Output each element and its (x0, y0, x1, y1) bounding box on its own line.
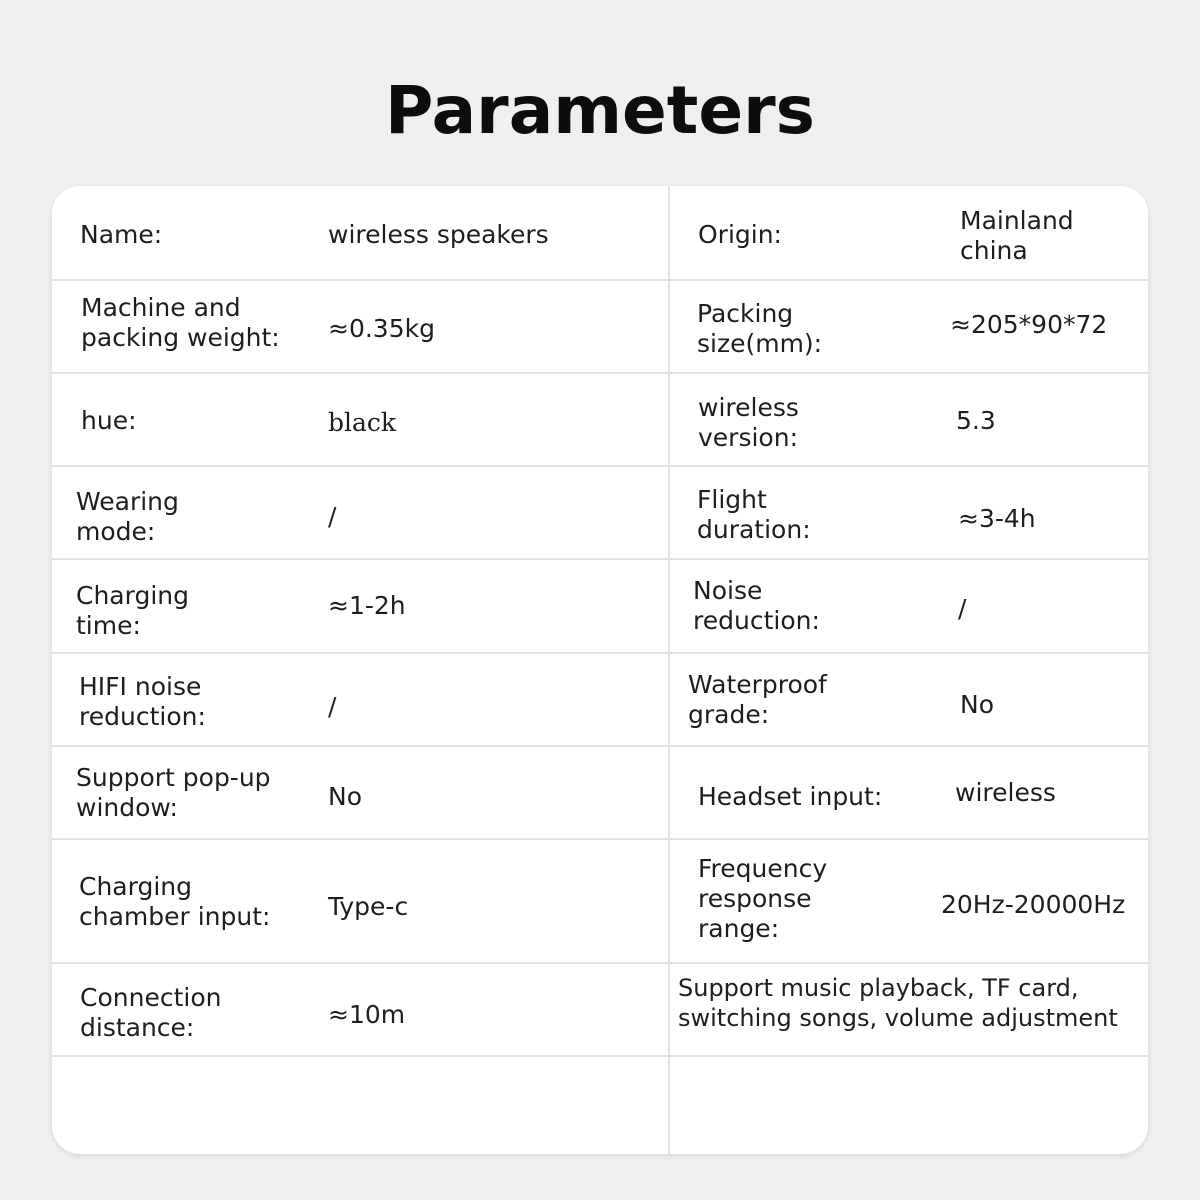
charging-time-value: ≈1-2h (328, 591, 406, 620)
waterproof-grade-value: No (960, 690, 994, 719)
row-divider (52, 558, 1148, 560)
row-divider (52, 962, 1148, 964)
hifi-noise-reduction-value: / (328, 692, 337, 721)
waterproof-grade-label: Waterproof grade: (688, 670, 827, 729)
features-note: Support music playback, TF card, switching songs, volume adjustment (678, 974, 1118, 1032)
weight-value: ≈0.35kg (328, 314, 435, 343)
headset-input-label: Headset input: (698, 782, 883, 811)
frequency-response-label: Frequency response range: (698, 854, 828, 943)
column-divider (668, 186, 670, 1154)
connection-distance-label: Connection distance: (80, 983, 222, 1042)
headset-input-value: wireless (955, 778, 1056, 807)
row-divider (52, 1055, 1148, 1057)
row-divider (52, 465, 1148, 467)
hue-value: black (328, 408, 397, 437)
origin-label: Origin: (698, 220, 782, 249)
packing-size-label: Packing size(mm): (697, 299, 823, 358)
packing-size-value: ≈205*90*72 (950, 310, 1108, 339)
name-label: Name: (80, 220, 163, 249)
flight-duration-label: Flight duration: (697, 485, 811, 544)
wireless-version-label: wireless version: (698, 393, 799, 452)
charging-chamber-input-label: Charging chamber input: (79, 872, 271, 931)
wearing-mode-label: Wearing mode: (76, 487, 179, 546)
row-divider (52, 372, 1148, 374)
connection-distance-value: ≈10m (328, 1000, 406, 1029)
charging-chamber-input-value: Type-c (328, 892, 409, 921)
row-divider (52, 838, 1148, 840)
popup-window-label: Support pop-up window: (76, 763, 271, 822)
parameters-table (52, 186, 1148, 1154)
noise-reduction-label: Noise reduction: (693, 576, 820, 635)
hifi-noise-reduction-label: HIFI noise reduction: (79, 672, 206, 731)
page-title: Parameters (385, 72, 815, 149)
row-divider (52, 652, 1148, 654)
wearing-mode-value: / (328, 502, 337, 531)
hue-label: hue: (81, 406, 137, 435)
row-divider (52, 279, 1148, 281)
popup-window-value: No (328, 782, 362, 811)
wireless-version-value: 5.3 (956, 406, 996, 435)
frequency-response-value: 20Hz-20000Hz (941, 890, 1126, 919)
weight-label: Machine and packing weight: (81, 293, 280, 352)
row-divider (52, 745, 1148, 747)
noise-reduction-value: / (958, 594, 967, 623)
flight-duration-value: ≈3-4h (958, 504, 1036, 533)
charging-time-label: Charging time: (76, 581, 189, 640)
name-value: wireless speakers (328, 220, 549, 249)
origin-value: Mainland china (960, 206, 1074, 265)
